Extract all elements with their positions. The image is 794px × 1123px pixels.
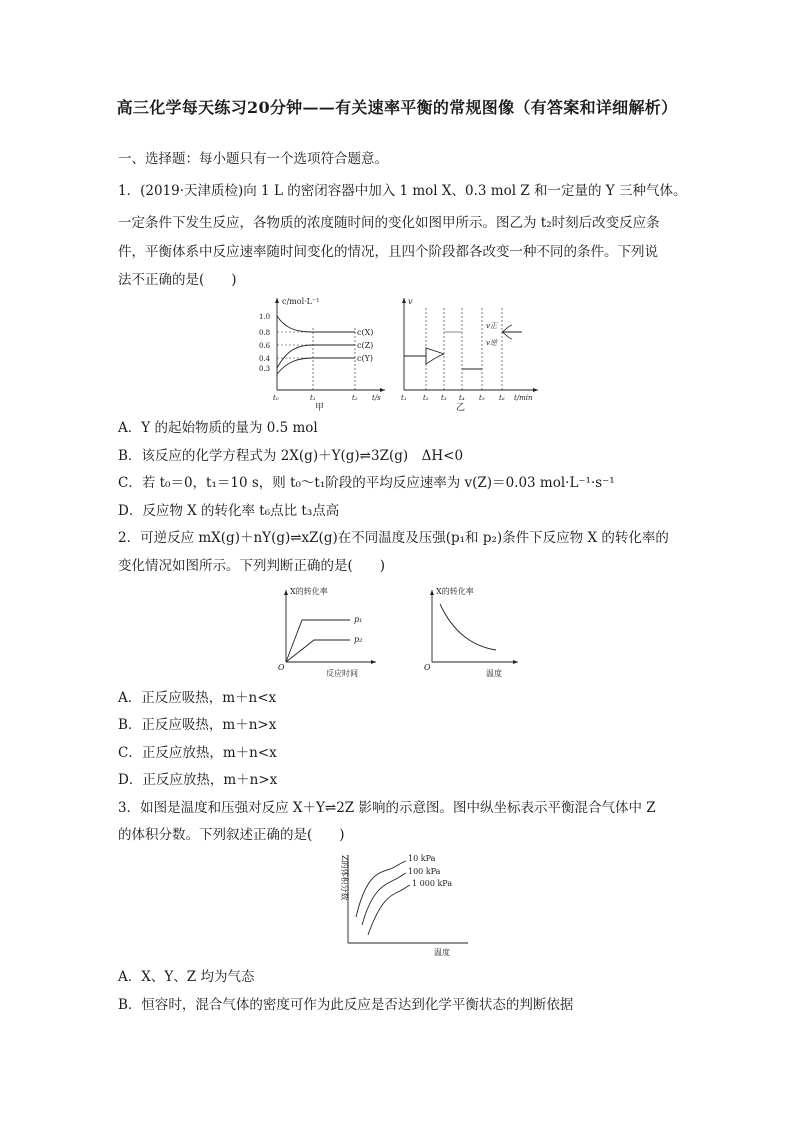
q1-fig-b-xtick: t₃ bbox=[441, 394, 447, 402]
q3-curve-100kpa bbox=[362, 873, 406, 925]
section-heading: 一、选择题：每小题只有一个选项符合题意。 bbox=[118, 151, 388, 167]
q3-figure bbox=[328, 845, 478, 961]
q2-stem-line-1: 2．可逆反应 mX(g)＋nY(g)⇌xZ(g)在不同温度及压强(p₁和 p₂)条件下反应物 X 的转化率的 bbox=[118, 530, 669, 546]
page-title: 高三化学每天练习20分钟——有关速率平衡的常规图像（有答案和详细解析） bbox=[116, 98, 678, 117]
q2-fig-b-origin: O bbox=[424, 663, 431, 672]
q1-fig-a-ytick: 1.0 bbox=[259, 313, 271, 321]
q3-curve-10kpa bbox=[356, 861, 406, 917]
q2-fig-a-xlabel: 反应时间 bbox=[326, 669, 358, 678]
q2-option-a: A．正反应吸热，m＋n<x bbox=[118, 690, 277, 706]
q3-curve-label: 100 kPa bbox=[408, 867, 441, 876]
q1-fig-a-ylabel: c/mol·L⁻¹ bbox=[282, 297, 320, 306]
q2-fig-a-ylabel: X的转化率 bbox=[290, 587, 328, 596]
q1-option-a: A．Y 的起始物质的量为 0.5 mol bbox=[118, 420, 318, 436]
q2-curve-label: p₁ bbox=[354, 615, 363, 624]
q1-fig-a-xlabel: t/s bbox=[372, 394, 381, 402]
q1-figure-concentration bbox=[255, 292, 395, 412]
q1-fig-b-forward-label: v正 bbox=[486, 322, 497, 330]
q1-fig-a-caption: 甲 bbox=[315, 403, 325, 412]
q1-fig-b-xlabel: t/min bbox=[514, 394, 533, 402]
q1-fig-a-xtick: t₀ bbox=[273, 394, 279, 402]
q1-fig-b-xtick: t₄ bbox=[459, 394, 465, 402]
q2-option-b: B．正反应吸热，m＋n>x bbox=[118, 717, 277, 733]
q2-fig-a-origin: O bbox=[278, 663, 285, 672]
q1-fig-a-xtick: t₁ bbox=[310, 394, 316, 402]
q1-fig-a-xtick: t₂ bbox=[352, 394, 358, 402]
q3-option-a: A．X、Y、Z 均为气态 bbox=[118, 969, 255, 985]
q1-option-b: B．该反应的化学方程式为 2X(g)＋Y(g)⇌3Z(g) ΔH<0 bbox=[118, 448, 464, 464]
q1-fig-b-xtick: t₁ bbox=[401, 394, 407, 402]
q1-stem-line-1: 1．(2019·天津质检)向 1 L 的密闭容器中加入 1 mol X、0.3 mol Z 和一定量的 Y 三种气体。 bbox=[118, 183, 687, 199]
q1-fig-b-xtick: t₅ bbox=[479, 394, 485, 402]
q2-option-d: D．正反应放热，m＋n>x bbox=[118, 772, 278, 788]
q1-fig-b-xtick: t₆ bbox=[499, 394, 505, 402]
q3-option-b: B．恒容时，混合气体的密度可作为此反应是否达到化学平衡状态的判断依据 bbox=[118, 997, 574, 1013]
q1-option-c: C．若 t₀＝0，t₁＝10 s，则 t₀～t₁阶段的平均反应速率为 v(Z)＝0.03 mol·L⁻¹·s⁻¹ bbox=[118, 475, 615, 491]
q3-curve-1000kpa bbox=[368, 885, 410, 935]
q1-curve-y bbox=[277, 358, 355, 374]
q1-curve-z bbox=[277, 345, 355, 368]
q3-stem-line-2: 的体积分数。下列叙述正确的是( ) bbox=[118, 827, 345, 843]
q1-fig-b-ylabel: v bbox=[408, 297, 413, 306]
q2-curve-label: p₂ bbox=[354, 635, 363, 644]
q3-curve-label: 1 000 kPa bbox=[412, 879, 453, 888]
q2-curve-p2 bbox=[286, 640, 350, 662]
q2-fig-b-xlabel: 温度 bbox=[486, 669, 502, 678]
q2-curve-temp bbox=[440, 604, 496, 650]
q1-fig-b-caption: 乙 bbox=[456, 403, 466, 412]
q2-fig-b-ylabel: X的转化率 bbox=[436, 587, 474, 596]
q1-fig-a-ytick: 0.3 bbox=[259, 365, 271, 373]
q2-figure-temperature bbox=[420, 582, 532, 680]
q1-curve-label: c(X) bbox=[357, 328, 374, 337]
q3-curve-label: 10 kPa bbox=[408, 854, 436, 863]
q1-fig-a-ytick: 0.6 bbox=[259, 342, 271, 350]
q1-fig-a-ytick: 0.4 bbox=[259, 355, 271, 363]
q1-fig-b-reverse-label: v逆 bbox=[486, 339, 497, 347]
q3-fig-ylabel: Z的体积分数 bbox=[340, 855, 349, 901]
q1-fig-b-xtick: t₂ bbox=[423, 394, 429, 402]
q2-stem-line-2: 变化情况如图所示。下列判断正确的是( ) bbox=[118, 558, 386, 574]
q2-figure-time bbox=[272, 582, 384, 680]
q3-stem-line-1: 3．如图是温度和压强对反应 X＋Y⇌2Z 影响的示意图。图中纵坐标表示平衡混合气体中 Z bbox=[118, 800, 656, 816]
q2-curve-p1 bbox=[286, 620, 350, 662]
q3-fig-xlabel: 温度 bbox=[434, 948, 450, 957]
q1-stem-line-3: 件，平衡体系中反应速率随时间变化的情况，且四个阶段都各改变一种不同的条件。下列说 bbox=[118, 244, 658, 260]
q1-figure-rate bbox=[398, 292, 548, 412]
q1-stem-line-4: 法不正确的是( ) bbox=[118, 272, 237, 288]
q1-stem-line-2: 一定条件下发生反应，各物质的浓度随时间的变化如图甲所示。图乙为 t₂时刻后改变反应条 bbox=[118, 215, 660, 231]
q1-curve-label: c(Z) bbox=[357, 341, 374, 350]
q2-option-c: C．正反应放热，m＋n<x bbox=[118, 745, 277, 761]
q1-curve-label: c(Y) bbox=[357, 354, 374, 363]
q1-fig-a-ytick: 0.8 bbox=[259, 329, 271, 337]
q1-curve-x bbox=[277, 316, 355, 332]
q1-option-d: D．反应物 X 的转化率 t₆点比 t₃点高 bbox=[118, 503, 340, 519]
